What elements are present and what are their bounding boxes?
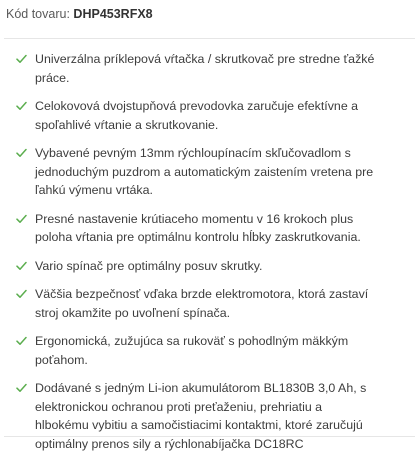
divider [4, 38, 415, 39]
feature-text: Ergonomická, zužujúca sa rukoväť s pohodlným mäkkým poťahom. [35, 334, 349, 367]
feature-item [0, 379, 419, 453]
feature-text: Univerzálna príklepová vŕtačka / skrutkovač pre stredne ťažké práce. [35, 52, 375, 85]
feature-text: Dodávané s jedným Li-ion akumulátorom BL1830B 3,0 Ah, s elektronickou ochranou proti preťaženiu, prehriatiu a hlbokému vybitiu a samočistiacimi kontaktmi, ktoré zaručujú optimálny prenos sily a rýchlonabíjačka DC18RC [35, 381, 367, 451]
feature-text: Väčšia bezpečnosť vďaka brzde elektromotora, ktorá zastaví stroj okamžite po uvoľnení spínača. [35, 287, 369, 320]
feature-item [0, 144, 419, 200]
sku-value: DHP453RFX8 [73, 7, 153, 21]
check-icon [16, 336, 27, 346]
check-icon [16, 148, 27, 158]
check-icon [16, 101, 27, 111]
feature-item [0, 210, 419, 247]
feature-item [0, 97, 419, 134]
feature-text: Presné nastavenie krútiaceho momentu v 16 krokoch plus poloha vŕtania pre optimálnu kontrolu hĺbky zaskrutkovania. [35, 211, 361, 244]
check-icon [16, 54, 27, 64]
check-icon [16, 214, 27, 224]
feature-item [0, 257, 419, 276]
check-icon [16, 289, 27, 299]
check-icon [16, 383, 27, 393]
check-icon [16, 261, 27, 271]
feature-text: Celokovová dvojstupňová prevodovka zaručuje efektívne a spoľahlivé vŕtanie a skrutkovanie. [35, 99, 359, 132]
sku-label: Kód tovaru: [6, 7, 70, 21]
feature-item [0, 285, 419, 322]
feature-item [0, 50, 419, 87]
feature-text: Vybavené pevným 13mm rýchloupínacím skľučovadlom s jednoduchým puzdrom a automatickým zaistením vretena pre ľahkú výmenu vrtáka. [35, 146, 374, 197]
feature-list [0, 50, 419, 463]
product-sku [6, 7, 153, 21]
feature-text: Vario spínač pre optimálny posuv skrutky. [35, 258, 263, 273]
feature-item [0, 332, 419, 369]
bottom-divider [4, 436, 415, 437]
